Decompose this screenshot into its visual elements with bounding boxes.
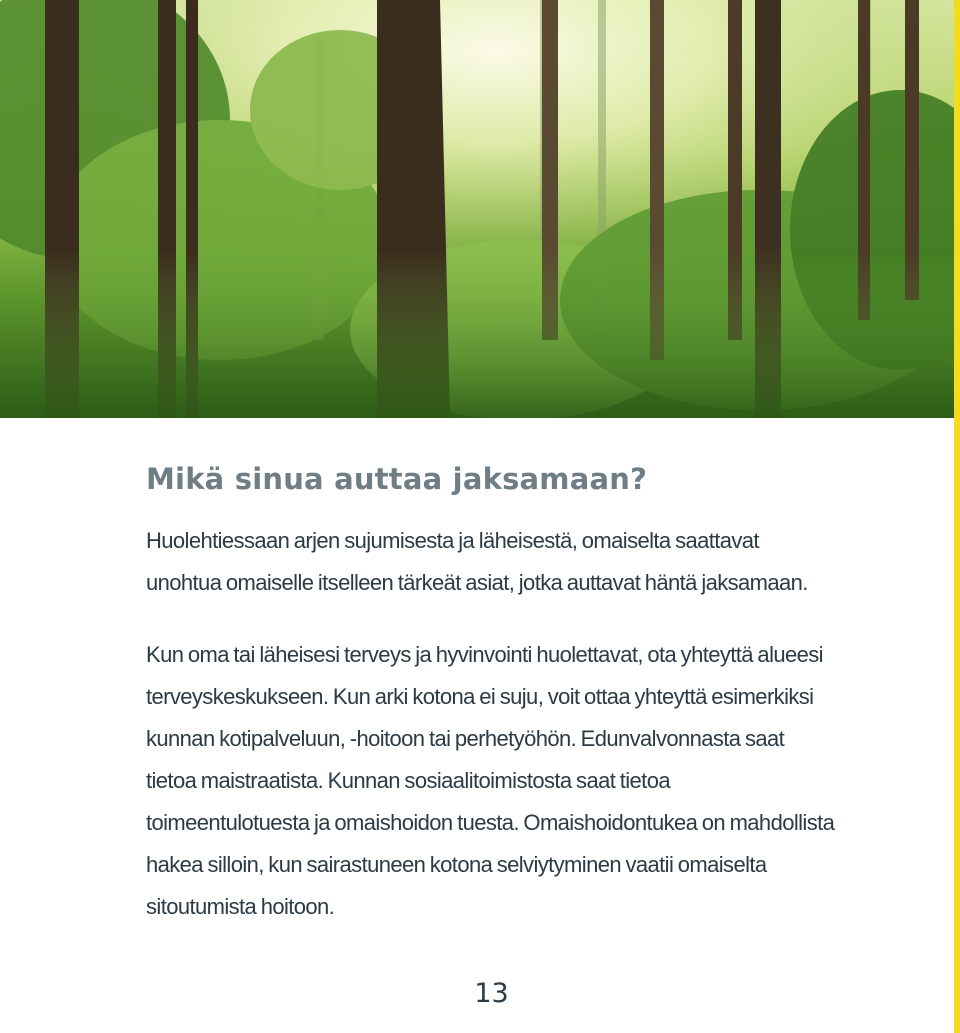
section-heading: Mikä sinua auttaa jaksamaan?	[146, 462, 648, 496]
forest-photo	[0, 0, 954, 418]
page-number: 13	[474, 978, 509, 1009]
body-paragraph: Kun oma tai läheisesi terveys ja hyvinvointi huolettavat, ota yhteyttä alueesi terveyskeskukseen. Kun arki kotona ei suju, voit ottaa yhteyttä esimerkiksi kunnan kotipalveluun, -hoitoon tai perhetyöhön. Edunvalvonnasta saat tietoa maistraatista. Kunnan sosiaalitoimistosta saat tietoa toimeentulotuesta ja omaishoidon tuesta. Omaishoidontukea on mahdollista hakea silloin, kun sairastuneen kotona selviytyminen vaatii omaiselta sitoutumista hoitoon.	[146, 642, 835, 919]
forest-illustration	[0, 0, 954, 418]
page-edge-stripe	[954, 0, 960, 1033]
intro-paragraph: Huolehtiessaan arjen sujumisesta ja läheisestä, omaiselta saattavat unohtua omaiselle itselleen tärkeät asiat, jotka auttavat häntä jaksamaan.	[146, 528, 808, 595]
article	[146, 462, 836, 928]
